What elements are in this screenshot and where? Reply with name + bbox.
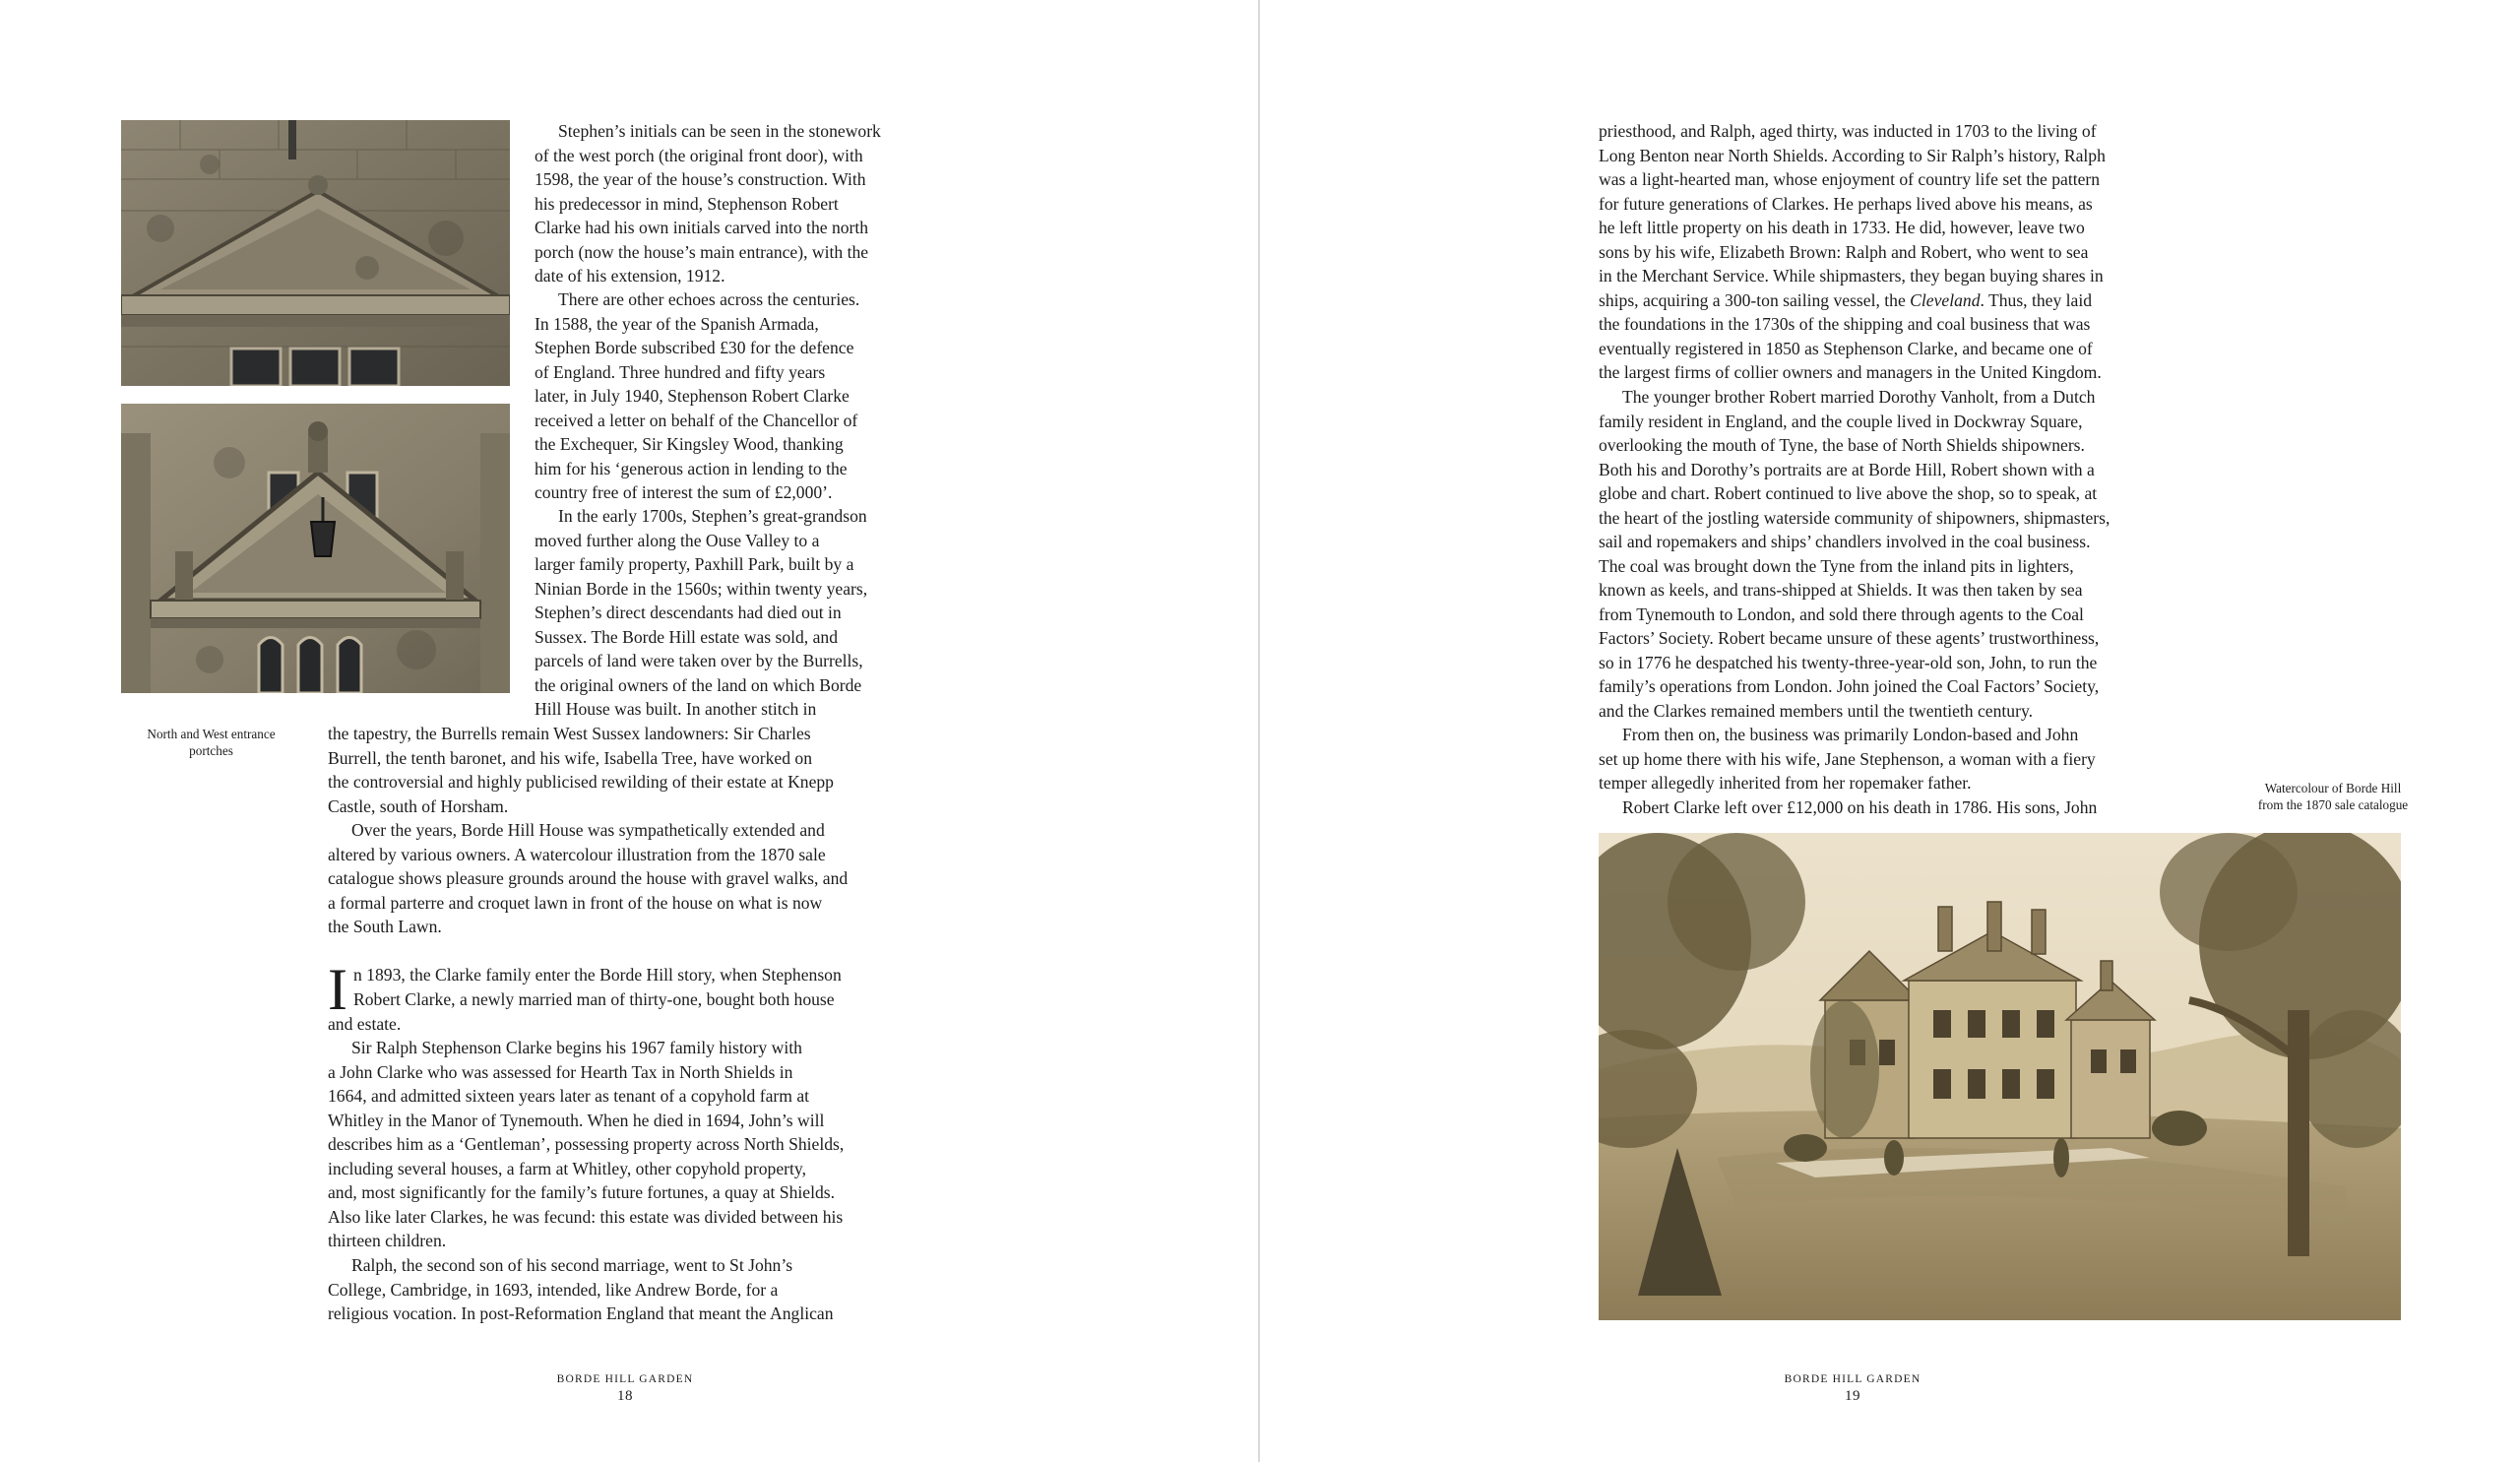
west-porch-photo <box>121 120 510 386</box>
page-number: 19 <box>1845 1388 1860 1404</box>
paragraph-initials <box>535 119 928 288</box>
text-line: and the Clarkes remained members until the twentieth century. <box>1599 700 2034 721</box>
text-line: the largest firms of collier owners and managers in the United Kingdom. <box>1599 362 2102 382</box>
text-line: Also like later Clarkes, he was fecund: this estate was divided between his <box>328 1206 844 1227</box>
text-line: the foundations in the 1730s of the shipping and coal business that was <box>1599 314 2091 334</box>
text-line: the heart of the jostling waterside community of shipowners, shipmasters, <box>1599 507 2110 528</box>
text-line: altered by various owners. A watercolour illustration from the 1870 sale <box>328 844 826 864</box>
paragraph-clarke-1893 <box>328 957 928 1037</box>
text-line: in the Merchant Service. While shipmasters, they began buying shares in <box>1599 266 2104 286</box>
text-line: Stephen Borde subscribed £30 for the defence <box>535 338 854 357</box>
text-line: In the early 1700s, Stephen’s great-grandson <box>558 506 867 526</box>
text-run: . Thus, they laid <box>1980 289 2093 310</box>
text-line: sons by his wife, Elizabeth Brown: Ralph and Robert, who went to sea <box>1599 241 2089 262</box>
text-line: him for his ‘generous action in lending to the <box>535 458 848 478</box>
text-line: moved further along the Ouse Valley to a <box>535 530 820 550</box>
text-line: Ninian Borde in the 1560s; within twenty years, <box>535 578 868 599</box>
text-line: for future generations of Clarkes. He perhaps lived above his means, as <box>1599 193 2093 214</box>
text-line: thirteen children. <box>328 1231 447 1250</box>
text-line: Sir Ralph Stephenson Clarke begins his 1967 family history with <box>351 1038 802 1057</box>
text-line: and, most significantly for the family’s future fortunes, a quay at Shields. <box>328 1182 835 1202</box>
text-line: 1664, and admitted sixteen years later as tenant of a copyhold farm at <box>328 1086 810 1106</box>
caption-line: North and West entrance <box>147 727 276 741</box>
paragraph-robert-estate <box>1599 795 2209 820</box>
text-line: the original owners of the land on which Borde <box>535 674 862 695</box>
running-title: BORDE HILL GARDEN <box>1784 1373 1922 1385</box>
north-porch-photo <box>121 404 510 693</box>
watercolour-illustration <box>1599 833 2401 1320</box>
text-line: set up home there with his wife, Jane Stephenson, a woman with a fiery <box>1599 748 2096 769</box>
text-line: the Exchequer, Sir Kingsley Wood, thanking <box>535 434 844 454</box>
text-line <box>1599 288 2209 313</box>
text-line: his predecessor in mind, Stephenson Robert <box>535 193 839 214</box>
text-line: was a light-hearted man, whose enjoyment of country life set the pattern <box>1599 169 2101 189</box>
text-line: Ralph, the second son of his second marriage, went to St John’s <box>351 1255 793 1275</box>
text-line: known as keels, and trans-shipped at Shields. It was then taken by sea <box>1599 580 2083 600</box>
text-line: Factors’ Society. Robert became unsure of these agents’ trustworthiness, <box>1599 628 2100 648</box>
text-line: date of his extension, 1912. <box>535 266 725 286</box>
caption-line: Watercolour of Borde Hill <box>2264 781 2402 795</box>
text-line: the South Lawn. <box>328 917 442 936</box>
text-line: from Tynemouth to London, and sold there through agents to the Coal <box>1599 604 2084 624</box>
text-line: a John Clarke who was assessed for Hearth Tax in North Shields in <box>328 1061 793 1082</box>
text-line: The coal was brought down the Tyne from the inland pits in lighters, <box>1599 555 2074 576</box>
text-line: There are other echoes across the centuries. <box>558 289 860 309</box>
paragraph-robert-dorothy <box>1599 385 2209 723</box>
text-line: of the west porch (the original front door), with <box>535 145 863 165</box>
text-line: he left little property on his death in 1733. He did, however, leave two <box>1599 218 2085 237</box>
text-line: Sussex. The Borde Hill estate was sold, and <box>535 626 839 647</box>
text-line: temper allegedly inherited from her ropemaker father. <box>1599 773 1972 793</box>
running-title: BORDE HILL GARDEN <box>556 1373 694 1385</box>
text-line: sail and ropemakers and ships’ chandlers involved in the coal business. <box>1599 532 2091 551</box>
watercolour-caption <box>2215 781 2451 813</box>
text-line: Over the years, Borde Hill House was sympathetically extended and <box>351 820 825 840</box>
text-line: and estate. <box>328 1014 402 1034</box>
text-line: In 1588, the year of the Spanish Armada, <box>535 313 819 334</box>
text-line: Long Benton near North Shields. According to Sir Ralph’s history, Ralph <box>1599 145 2106 165</box>
text-line: eventually registered in 1850 as Stephenson Clarke, and became one of <box>1599 338 2093 358</box>
text-line: priesthood, and Ralph, aged thirty, was inducted in 1703 to the living of <box>1599 121 2097 141</box>
paragraph-extensions <box>328 818 928 939</box>
text-line: Castle, south of Horsham. <box>328 795 509 816</box>
text-line: The younger brother Robert married Dorothy Vanholt, from a Dutch <box>1622 387 2096 407</box>
drop-cap: I <box>328 957 347 1022</box>
text-line: including several houses, a farm at Whitley, other copyhold property, <box>328 1158 806 1178</box>
text-line: 1598, the year of the house’s construction. With <box>535 169 866 189</box>
text-line: larger family property, Paxhill Park, built by a <box>535 554 854 574</box>
text-line: religious vocation. In post-Reformation England that meant the Anglican <box>328 1303 834 1323</box>
paragraph-priesthood <box>1599 119 2209 385</box>
text-line: received a letter on behalf of the Chancellor of <box>535 410 858 430</box>
text-line: catalogue shows pleasure grounds around the house with gravel walks, and <box>328 868 849 888</box>
text-line: parcels of land were taken over by the Burrells, <box>535 651 863 670</box>
left-page <box>0 0 1258 1462</box>
text-run: ships, acquiring a 300-ton sailing vessel, the <box>1599 289 1911 310</box>
text-line: a formal parterre and croquet lawn in front of the house on what is now <box>328 892 823 913</box>
paragraph-1700s <box>535 504 928 722</box>
text-line: the controversial and highly publicised rewilding of their estate at Knepp <box>328 772 834 792</box>
ship-name: Cleveland <box>1910 289 1981 310</box>
page-number: 18 <box>617 1388 633 1404</box>
text-line: Robert Clarke left over £12,000 on his death in 1786. His sons, John <box>1622 797 2098 817</box>
text-line: family resident in England, and the couple lived in Dockwray Square, <box>1599 411 2083 431</box>
caption-line: from the 1870 sale catalogue <box>2257 796 2409 812</box>
text-line: Both his and Dorothy’s portraits are at Borde Hill, Robert shown with a <box>1599 459 2095 479</box>
photo-caption <box>121 727 301 759</box>
text-line: Clarke had his own initials carved into the north <box>535 218 869 237</box>
right-page <box>1258 0 2520 1462</box>
text-line: Robert Clarke, a newly married man of thirty-one, bought both house <box>352 988 835 1009</box>
text-line: overlooking the mouth of Tyne, the base of North Shields shipowners. <box>1599 435 2085 455</box>
text-line: family’s operations from London. John joined the Coal Factors’ Society, <box>1599 676 2100 696</box>
page-folio-right <box>1754 1371 1951 1404</box>
text-line: n 1893, the Clarke family enter the Borde Hill story, when Stephenson <box>352 965 842 985</box>
caption-line: portches <box>189 742 233 758</box>
text-line: globe and chart. Robert continued to live above the shop, so to speak, at <box>1599 483 2098 503</box>
text-line: Whitley in the Manor of Tynemouth. When he died in 1694, John’s will <box>328 1110 825 1130</box>
paragraph-london <box>1599 723 2209 795</box>
paragraph-burrells <box>328 722 928 818</box>
text-line: so in 1776 he despatched his twenty-three-year-old son, John, to run the <box>1599 652 2098 672</box>
paragraph-echoes <box>535 287 928 505</box>
text-line: Burrell, the tenth baronet, and his wife, Isabella Tree, have worked on <box>328 747 812 768</box>
text-line: Hill House was built. In another stitch in <box>535 699 817 719</box>
text-line: College, Cambridge, in 1693, intended, like Andrew Borde, for a <box>328 1279 779 1300</box>
text-line: From then on, the business was primarily London-based and John <box>1622 725 2079 744</box>
text-line: of England. Three hundred and fifty years <box>535 361 826 382</box>
text-line: the tapestry, the Burrells remain West Sussex landowners: Sir Charles <box>328 724 811 743</box>
paragraph-ralph <box>328 1253 928 1326</box>
text-line: Stephen’s initials can be seen in the stonework <box>558 121 881 141</box>
text-line: Stephen’s direct descendants had died out in <box>535 603 842 622</box>
paragraph-family-history <box>328 1036 928 1253</box>
text-line: porch (now the house’s main entrance), with the <box>535 241 869 262</box>
text-line: describes him as a ‘Gentleman’, possessing property across North Shields, <box>328 1134 845 1154</box>
page-folio-left <box>527 1371 724 1404</box>
text-line: country free of interest the sum of £2,000’. <box>535 482 833 502</box>
text-line: later, in July 1940, Stephenson Robert Clarke <box>535 386 850 406</box>
